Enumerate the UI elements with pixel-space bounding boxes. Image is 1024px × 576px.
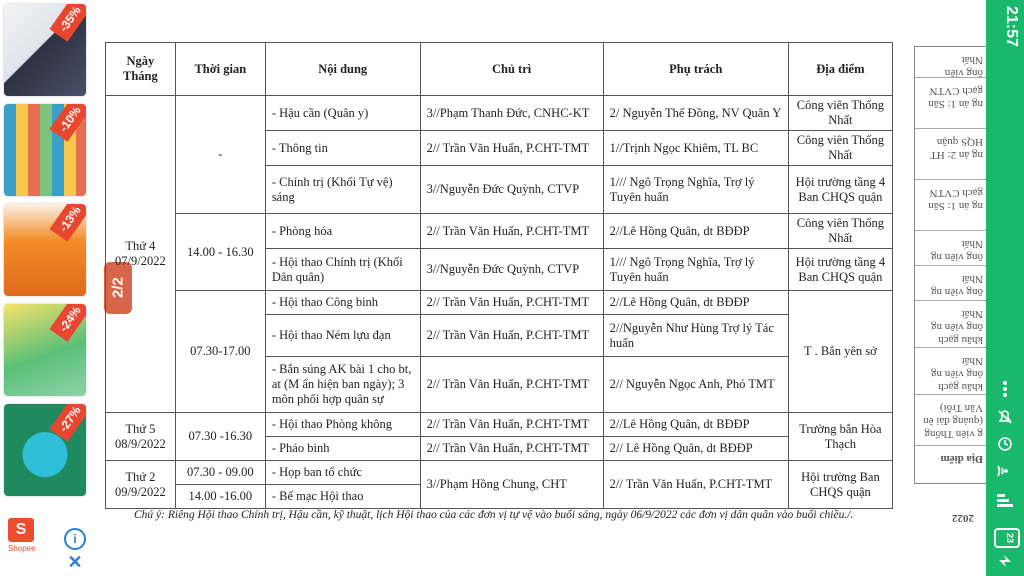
content-cell: - Hậu cần (Quân y) <box>265 96 420 131</box>
header-date: Ngày Tháng <box>106 43 176 96</box>
ad-card-1[interactable] <box>4 4 86 96</box>
notifications-off-icon <box>996 408 1014 426</box>
charge-cell: 2//Lê Hồng Quân, dt BĐĐP <box>603 214 788 249</box>
ad-card-2[interactable] <box>4 104 86 196</box>
page-indicator: 2/2 <box>104 262 132 314</box>
host-cell: 2// Trần Văn Huấn, P.CHT-TMT <box>420 413 603 437</box>
time-cell: 14.00 - 16.30 <box>175 214 265 291</box>
host-cell: 3//Nguyễn Đức Quỳnh, CTVP <box>420 249 603 291</box>
place-cell: T . Bắn yên sở <box>788 291 892 413</box>
discount-badge: -24% <box>50 304 86 342</box>
ad-info-icon[interactable]: i <box>64 528 86 550</box>
shopee-label: Shopee <box>8 544 36 553</box>
header-charge: Phụ trách <box>603 43 788 96</box>
discount-badge: -35% <box>50 4 86 42</box>
backside-text: khâu gạch ông viên ng Nhất <box>931 308 983 346</box>
header-host: Chủ trì <box>420 43 603 96</box>
backside-text: ng án 1: Sân gạch CVTN <box>928 85 983 110</box>
charge-cell: 2/ Nguyễn Thế Đồng, NV Quân Y <box>603 96 788 131</box>
wifi-icon <box>996 462 1014 480</box>
table-row <box>106 96 893 131</box>
ad-close-icon[interactable]: ✕ <box>67 552 83 572</box>
footnote: Chú ý: Riêng Hội thao Chính trị, Hậu cần, kỹ thuật, lịch Hội thao của các đơn vị tự vệ vào buổi sáng, ngày 06/9/2022 các đơn vị dân quân vào buổi chiều./. <box>134 509 854 521</box>
host-cell: 3//Phạm Hồng Chung, CHT <box>420 461 603 509</box>
shopee-logo[interactable] <box>8 518 38 564</box>
backside-row <box>915 231 987 266</box>
backside-text: ng án 1: Sân gạch CVTN <box>928 187 983 212</box>
backside-row <box>915 266 987 301</box>
place-cell: Hội trường Ban CHQS quận <box>788 461 892 509</box>
content-cell: - Hội thao Ném lựu đạn <box>265 315 420 357</box>
content-cell: - Hội thao Phòng không <box>265 413 420 437</box>
backside-row <box>915 180 987 231</box>
time-cell: 07.30 - 09.00 <box>175 461 265 485</box>
ad-card-5[interactable] <box>4 404 86 496</box>
charge-cell: 2// Nguyễn Ngọc Anh, Phó TMT <box>603 357 788 413</box>
backside-row <box>915 78 987 129</box>
time-cell: 07.30 -16.30 <box>175 413 265 461</box>
charge-cell: 1/// Ngô Trọng Nghĩa, Trợ lý Tuyên huấn <box>603 249 788 291</box>
charge-cell: 1//Trịnh Ngọc Khiêm, TL BC <box>603 131 788 166</box>
header-content: Nội dung <box>265 43 420 96</box>
host-cell: 2// Trần Văn Huấn, P.CHT-TMT <box>420 437 603 461</box>
backside-text: g viên Thống (quảng đài ền Văn Trỗi) <box>923 402 983 440</box>
ad-card-3[interactable] <box>4 204 86 296</box>
backside-row <box>915 129 987 180</box>
status-clock: 21:57 <box>1003 6 1020 47</box>
backside-row <box>915 348 987 395</box>
backside-row <box>915 395 987 446</box>
host-cell: 2// Trần Văn Huấn, P.CHT-TMT <box>420 291 603 315</box>
time-cell: - <box>175 96 265 214</box>
backside-year: 2022 <box>952 512 974 524</box>
battery-indicator: 23 <box>994 528 1020 548</box>
table-row <box>106 413 893 437</box>
time-cell: 14.00 -16.00 <box>175 485 265 509</box>
signal-icon <box>996 490 1014 508</box>
charge-cell: 2//Lê Hồng Quân, dt BĐĐP <box>603 413 788 437</box>
date-cell: Thứ 5 08/9/2022 <box>106 413 176 461</box>
place-cell: Hội trường tầng 4 Ban CHQS quận <box>788 249 892 291</box>
backside-text: ông viên Nhất <box>944 54 983 79</box>
host-cell: 2// Trần Văn Huấn, P.CHT-TMT <box>420 214 603 249</box>
shopee-bag-icon: S <box>8 518 34 542</box>
place-cell: Công viên Thống Nhất <box>788 214 892 249</box>
place-cell: Hội trường tầng 4 Ban CHQS quận <box>788 166 892 214</box>
host-cell: 2// Trần Văn Huấn, P.CHT-TMT <box>420 357 603 413</box>
content-cell: - Pháo binh <box>265 437 420 461</box>
backside-row <box>915 301 987 348</box>
place-cell: Trường bắn Hòa Thạch <box>788 413 892 461</box>
host-cell: 2// Trần Văn Huấn, P.CHT-TMT <box>420 131 603 166</box>
schedule-table <box>105 42 893 509</box>
backside-text: ông viên ng Nhất <box>931 238 983 263</box>
table-row <box>106 214 893 249</box>
content-cell: - Hội thao Công binh <box>265 291 420 315</box>
content-cell: - Hội thao Chính trị (Khối Dân quân) <box>265 249 420 291</box>
content-cell: - Thông tin <box>265 131 420 166</box>
backside-text: ng án 2: HT HQS quận <box>930 136 983 161</box>
date-cell: Thứ 4 07/9/2022 <box>106 96 176 413</box>
charge-cell: 2// Lê Hồng Quân, dt BĐĐP <box>603 437 788 461</box>
content-cell: - Bế mạc Hội thao <box>265 485 420 509</box>
discount-badge: -10% <box>50 104 86 142</box>
discount-badge: -27% <box>50 404 86 442</box>
status-bar <box>986 0 1024 576</box>
charge-cell: 2//Nguyễn Như Hùng Trợ lý Tác huấn <box>603 315 788 357</box>
backside-text: ông viên ng Nhất <box>931 273 983 298</box>
host-cell: 3//Phạm Thanh Đức, CNHC-KT <box>420 96 603 131</box>
table-row <box>106 291 893 315</box>
header-place: Địa điểm <box>788 43 892 96</box>
ad-card-4[interactable] <box>4 304 86 396</box>
alarm-icon <box>996 434 1014 452</box>
backside-page <box>914 46 987 484</box>
content-cell: - Bắn súng AK bài 1 cho bt, at (M ẩn hiện ban ngày); 3 môn phối hợp quân sự <box>265 357 420 413</box>
content-cell: - Chính trị (Khối Tự vệ) sáng <box>265 166 420 214</box>
charge-cell: 1/// Ngô Trọng Nghĩa, Trợ lý Tuyên huấn <box>603 166 788 214</box>
place-cell: Công viên Thống Nhất <box>788 131 892 166</box>
date-cell: Thứ 2 09/9/2022 <box>106 461 176 509</box>
ad-rail <box>0 0 90 576</box>
content-cell: - Họp ban tổ chức <box>265 461 420 485</box>
content-cell: - Phòng hóa <box>265 214 420 249</box>
table-row <box>106 461 893 485</box>
table-header-row <box>106 43 893 96</box>
header-time: Thời gian <box>175 43 265 96</box>
discount-badge: -13% <box>50 204 86 242</box>
charging-icon <box>996 552 1014 570</box>
backside-row <box>915 47 987 78</box>
backside-text: Địa điểm <box>940 453 983 465</box>
backside-row <box>915 446 987 484</box>
charge-cell: 2//Lê Hồng Quân, dt BĐĐP <box>603 291 788 315</box>
host-cell: 2// Trần Văn Huấn, P.CHT-TMT <box>420 315 603 357</box>
time-cell: 07.30-17.00 <box>175 291 265 413</box>
charge-cell: 2// Trần Văn Huấn, P.CHT-TMT <box>603 461 788 509</box>
place-cell: Công viên Thống Nhất <box>788 96 892 131</box>
more-dots-icon <box>996 380 1014 398</box>
host-cell: 3//Nguyễn Đức Quỳnh, CTVP <box>420 166 603 214</box>
backside-text: khâu gạch ông viên ng Nhất <box>931 355 983 393</box>
